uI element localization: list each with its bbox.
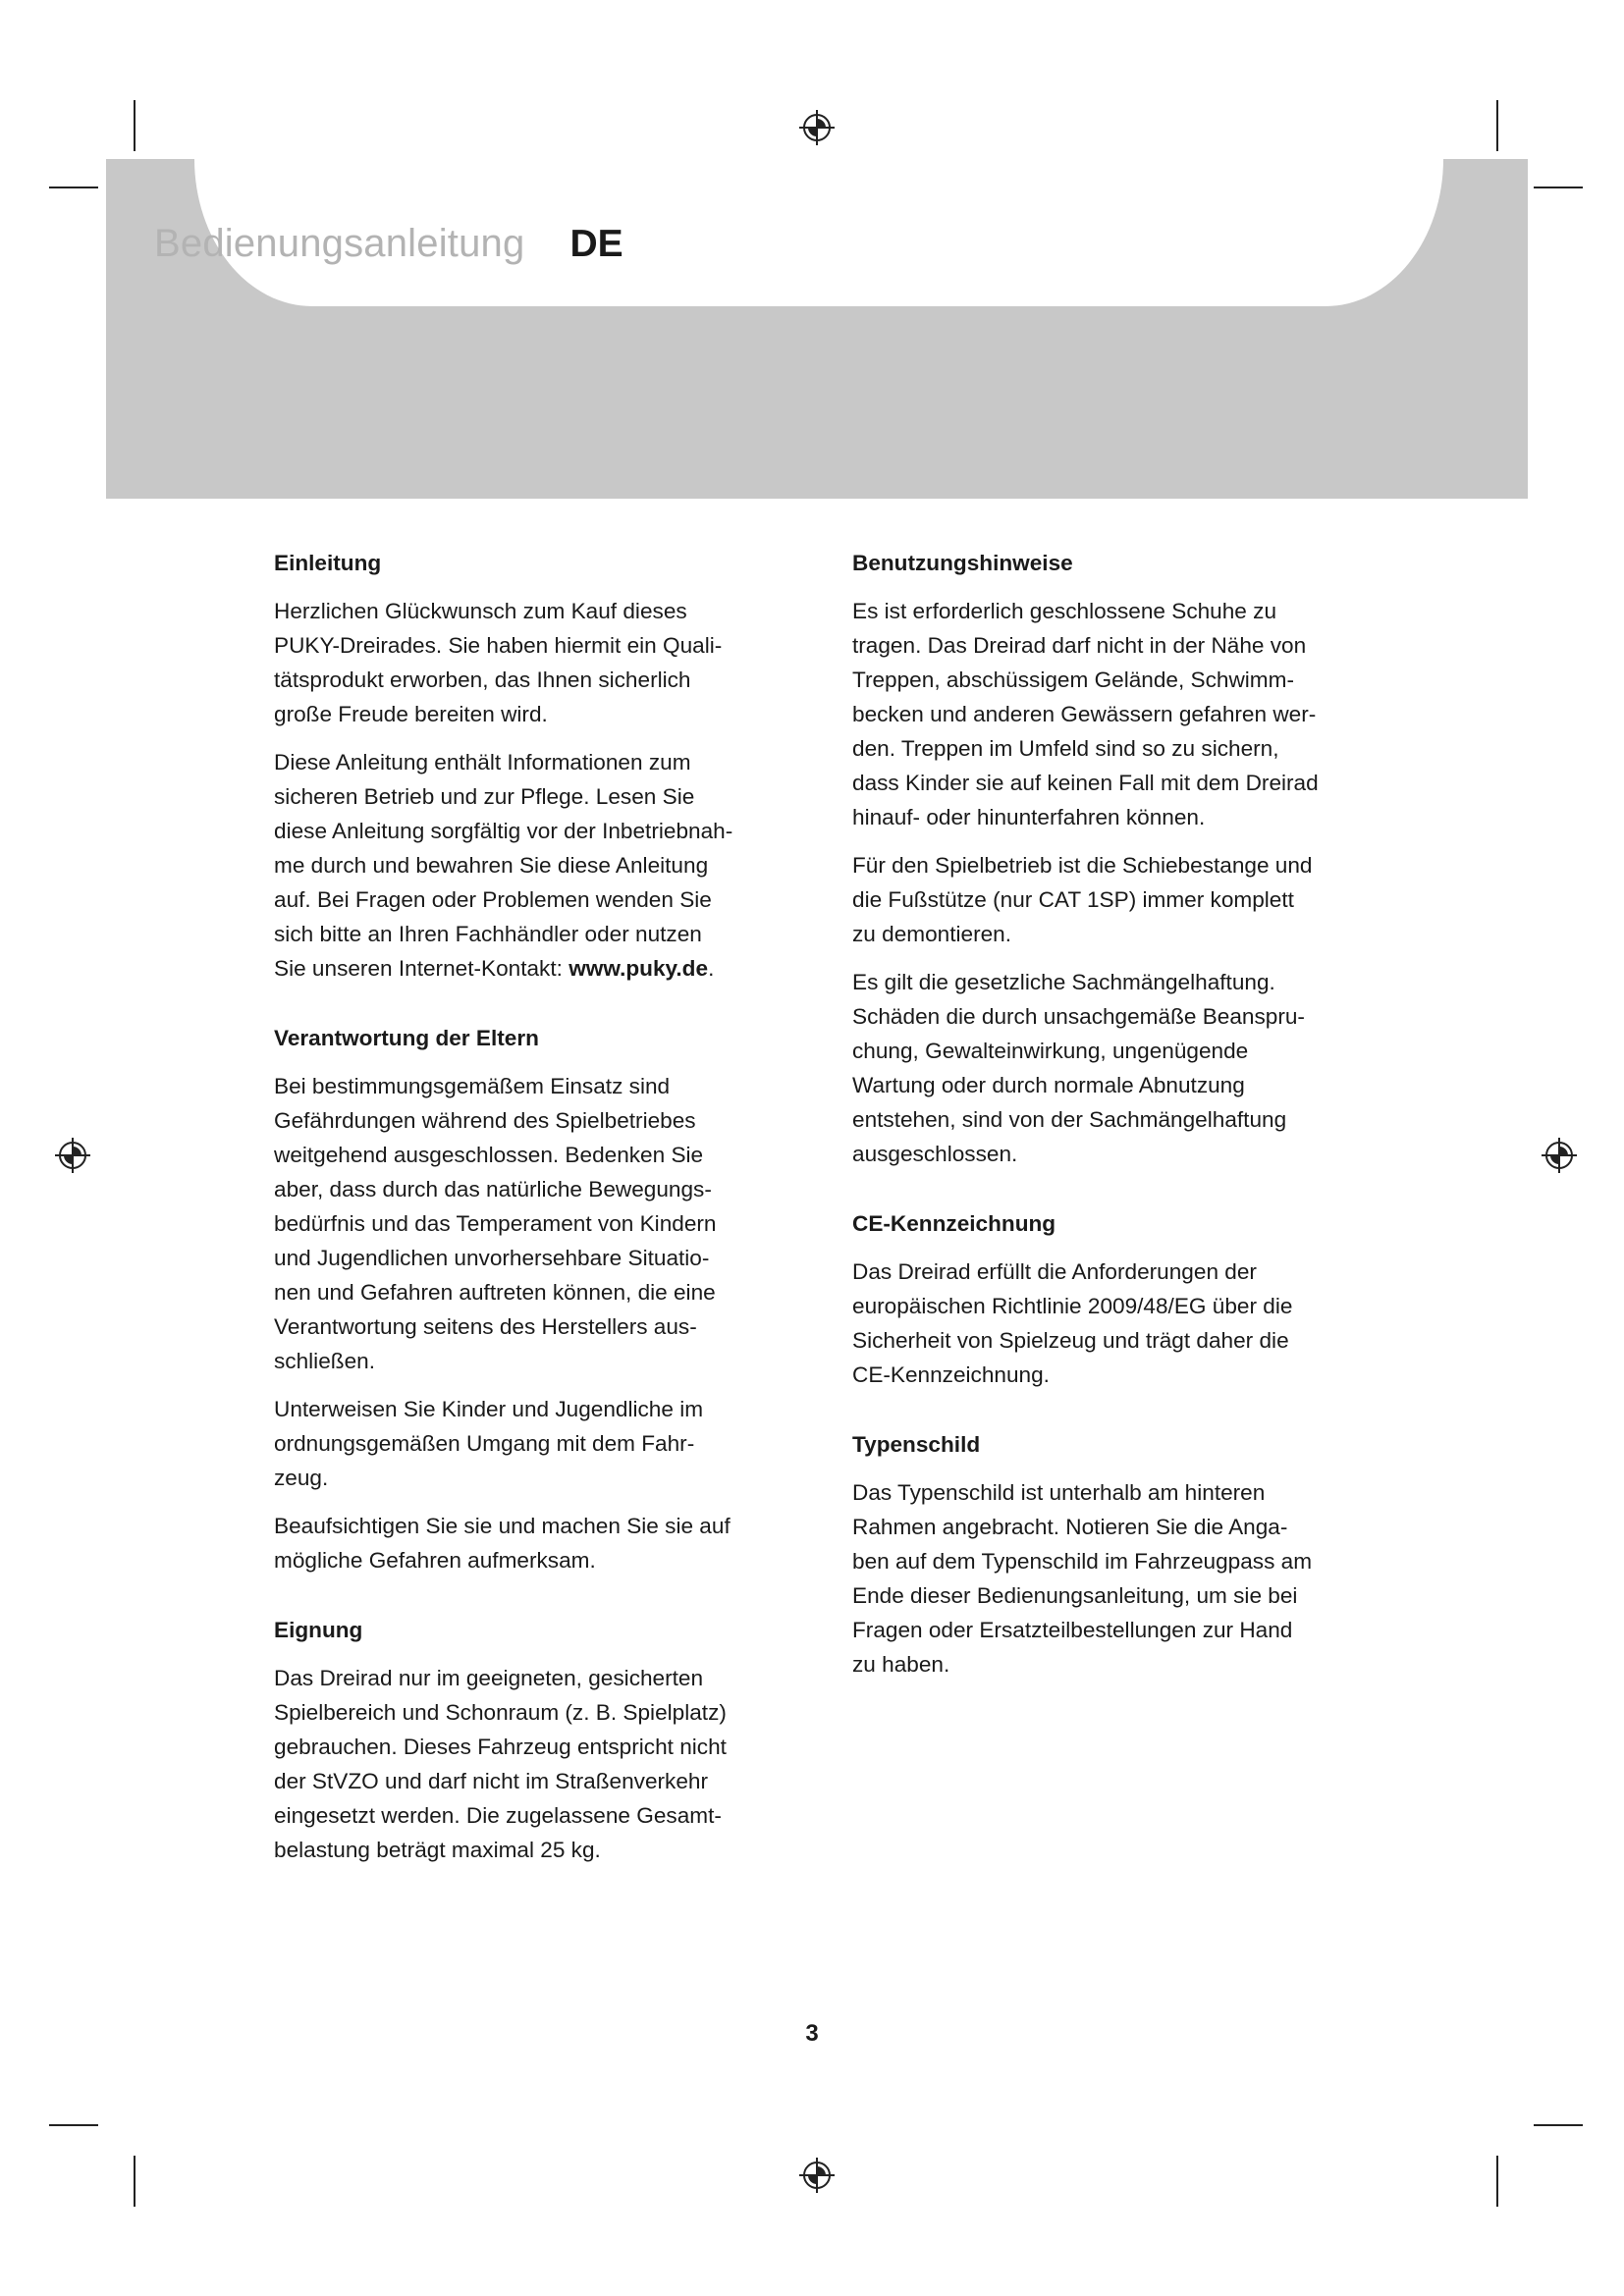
page-title: [154, 220, 623, 268]
paragraph: Es ist erforderlich geschlossene Schuhe zu tragen. Das Dreirad darf nicht in der Nähe von Treppen, abschüssigem Gelände, Schwimm- becken und anderen Gewässern gefahren wer- den. Treppen im Umfeld sind so zu sichern, dass Kinder sie auf keinen Fall mit dem Dreirad hinauf- oder hinunterfahren können.: [852, 599, 1319, 829]
registration-mark-icon: [797, 108, 837, 147]
section-verantwortung: [274, 1021, 794, 1577]
header-band: [106, 159, 1528, 499]
section-heading: Einleitung: [274, 551, 382, 575]
section-eignung: [274, 1613, 794, 1867]
page-number: 3: [805, 2020, 819, 2047]
paragraph: Es gilt die gesetzliche Sachmängelhaftung. Schäden die durch unsachgemäße Beanspru- chung, Gewalteinwirkung, ungenügende Wartung oder durch normale Abnutzung entstehen, sind von der Sachmängelhaftung ausgeschlossen.: [852, 970, 1305, 1166]
right-column: [852, 546, 1363, 1717]
crop-mark: [49, 2124, 98, 2126]
section-heading: Typenschild: [852, 1432, 981, 1457]
section-heading: CE-Kennzeichnung: [852, 1211, 1056, 1236]
section-benutzungshinweise: [852, 546, 1363, 1171]
section-heading: Eignung: [274, 1618, 363, 1642]
paragraph: Das Typenschild ist unterhalb am hinteren Rahmen angebracht. Notieren Sie die Anga- ben auf dem Typenschild im Fahrzeugpass am Ende dieser Bedienungsanleitung, um sie bei Fragen oder Ersatzteilbestellungen zur Hand zu haben.: [852, 1480, 1313, 1677]
left-column: [274, 546, 794, 1902]
crop-mark: [134, 100, 135, 151]
crop-mark: [1534, 187, 1583, 188]
website-link[interactable]: www.puky.de: [568, 956, 709, 981]
crop-mark: [1496, 2156, 1498, 2207]
paragraph: Das Dreirad erfüllt die Anforderungen der europäischen Richtlinie 2009/48/EG über die Sicherheit von Spielzeug und trägt daher die CE-Kennzeichnung.: [852, 1259, 1293, 1387]
paragraph: Bei bestimmungsgemäßem Einsatz sind Gefährdungen während des Spielbetriebes weitgehend ausgeschlossen. Bedenken Sie aber, dass durch das natürliche Bewegungs- bedürfnis und das Temperament von Kindern und Jugendlichen unvorhersehbare Situatio- nen und Gefahren auftreten können, die eine Verantwortung seitens des Herstellers aus- schließen.: [274, 1074, 717, 1373]
paragraph: Für den Spielbetrieb ist die Schiebestange und die Fußstütze (nur CAT 1SP) immer komplett zu demontieren.: [852, 853, 1313, 946]
section-heading: Verantwortung der Eltern: [274, 1026, 539, 1050]
paragraph: Beaufsichtigen Sie sie und machen Sie sie auf mögliche Gefahren aufmerksam.: [274, 1514, 731, 1573]
language-code: DE: [569, 223, 623, 265]
section-einleitung: [274, 546, 794, 986]
crop-mark: [49, 187, 98, 188]
section-typenschild: [852, 1427, 1363, 1682]
section-ce-kennzeichnung: [852, 1206, 1363, 1392]
paragraph-text: Diese Anleitung enthält Informationen zum sicheren Betrieb und zur Pflege. Lesen Sie diese Anleitung sorgfältig vor der Inbetriebnah- me durch und bewahren Sie diese Anleitung auf. Bei Fragen oder Problemen wenden Sie sich bitte an Ihren Fachhändler oder nutzen Sie unseren Internet-Kontakt:: [274, 750, 733, 981]
paragraph-suffix: .: [708, 956, 715, 981]
crop-mark: [1534, 2124, 1583, 2126]
registration-mark-icon: [53, 1136, 92, 1175]
paragraph: Das Dreirad nur im geeigneten, gesicherten Spielbereich und Schonraum (z. B. Spielplatz) gebrauchen. Dieses Fahrzeug entspricht nicht der StVZO und darf nicht im Straßenverkehr eingesetzt werden. Die zugelassene Gesamt- belastung beträgt maximal 25 kg.: [274, 1666, 727, 1862]
registration-mark-icon: [1540, 1136, 1579, 1175]
section-heading: Benutzungshinweise: [852, 551, 1073, 575]
paragraph: [274, 745, 794, 986]
manual-title: Bedienungsanleitung: [154, 222, 525, 265]
paragraph: Herzlichen Glückwunsch zum Kauf dieses PUKY-Dreirades. Sie haben hiermit ein Quali- tätsprodukt erworben, das Ihnen sicherlich große Freude bereiten wird.: [274, 599, 723, 726]
crop-mark: [134, 2156, 135, 2207]
registration-mark-icon: [797, 2156, 837, 2195]
crop-mark: [1496, 100, 1498, 151]
paragraph: Unterweisen Sie Kinder und Jugendliche im ordnungsgemäßen Umgang mit dem Fahr- zeug.: [274, 1397, 704, 1490]
